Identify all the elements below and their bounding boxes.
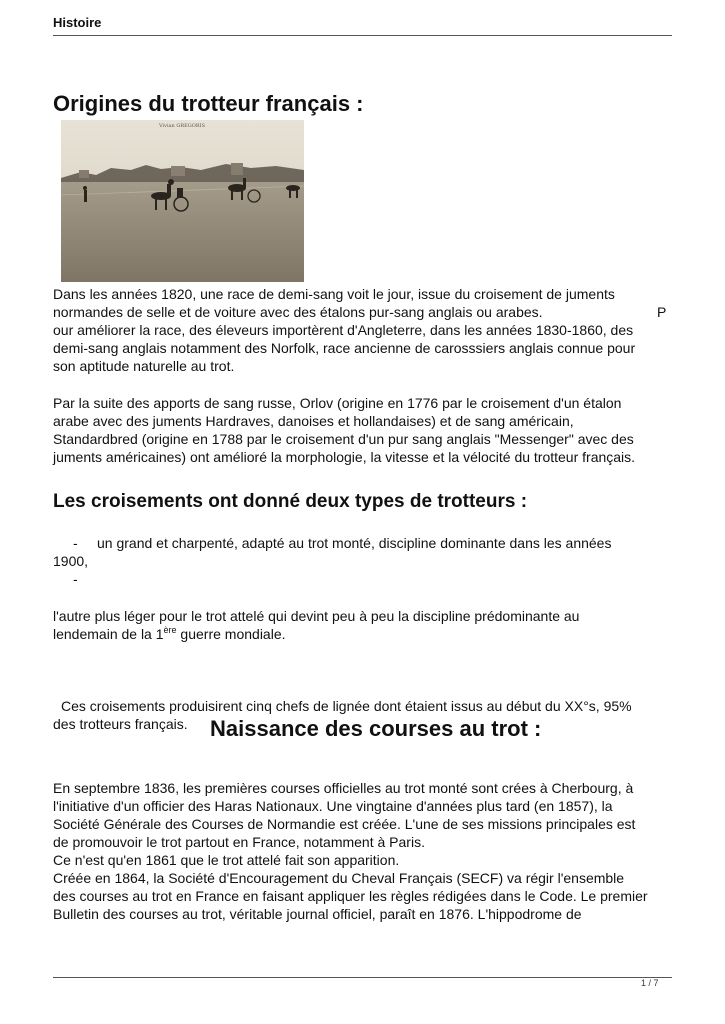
header-divider — [53, 35, 672, 36]
text-fragment: guerre mondiale. — [176, 626, 286, 642]
text-line: Société Générale des Courses de Normandie est créée. L'une de ses missions principales est — [53, 816, 636, 832]
bullet-text-wrap: 1900, — [53, 553, 89, 569]
photo-caption: Vivian GREGORIS — [159, 123, 206, 129]
text-line: our améliorer la race, des éleveurs importèrent d'Angleterre, dans les années 1830-1860, des — [53, 322, 634, 338]
text-line: demi-sang anglais notamment des Norfolk, race ancienne de carosssiers anglais connue pour — [53, 340, 636, 356]
paragraph-chefs-lignee: Ces croisements produisirent cinq chefs de lignée dont étaient issus au début du XX°s, 95% — [61, 698, 632, 714]
paragraph-origines-1 — [53, 285, 673, 375]
bullet-text: un grand et charpenté, adapté au trot monté, discipline dominante dans les années — [97, 535, 612, 551]
paragraph-trot-attele — [53, 607, 673, 643]
text-line: Bulletin des courses au trot, véritable journal officiel, paraît en 1876. L'hippodrome de — [53, 906, 582, 922]
bullet-dash: - — [73, 571, 78, 587]
text-line: des courses au trot en France en faisant appliquer les règles rédigées dans le Code. Le premier — [53, 888, 648, 904]
superscript: ère — [163, 625, 177, 635]
heading-naissance-courses: Naissance des courses au trot : — [210, 716, 542, 741]
text-line: Par la suite des apports de sang russe, Orlov (origine en 1776 par le croisement d'un étalon — [53, 395, 622, 411]
text-line: l'autre plus léger pour le trot attelé qui devint peu à peu la discipline prédominante au — [53, 608, 580, 624]
text-line: Créée en 1864, la Société d'Encouragement du Cheval Français (SECF) va régir l'ensemble — [53, 870, 625, 886]
text-line: arabe avec des juments Hardraves, danoises et hollandaises) et de sang américain, — [53, 413, 574, 429]
text-fragment: lendemain de la 1 — [53, 626, 164, 642]
paragraph-chefs-lignee-end: des trotteurs français. — [53, 716, 188, 732]
text-line: juments américaines) ont amélioré la morphologie, la vitesse et la vélocité du trotteur français. — [53, 449, 636, 465]
harness-racing-photo — [61, 120, 304, 282]
text-line: normandes de selle et de voiture avec des étalons pur-sang anglais ou arabes. — [53, 304, 543, 320]
bullet-dash: - — [73, 535, 78, 551]
text-line: Standardbred (origine en 1788 par le croisement d'un pur sang anglais "Messenger" avec des — [53, 431, 634, 447]
text-line: Dans les années 1820, une race de demi-sang voit le jour, issue du croisement de juments — [53, 286, 615, 302]
text-line: de promouvoir le trot partout en France, notamment à Paris. — [53, 834, 425, 850]
header-title: Histoire — [53, 15, 102, 30]
text-line: l'initiative d'un officier des Haras Nationaux. Une vingtaine d'années plus tard (en 1857), la — [53, 798, 613, 814]
text-line: son aptitude naturelle au trot. — [53, 358, 235, 374]
text-line: En septembre 1836, les premières courses officielles au trot monté sont crées à Cherbourg, à — [53, 780, 634, 796]
page-number: 1 / 7 — [641, 978, 659, 988]
text-fragment: P — [657, 304, 667, 320]
heading-croisements: Les croisements ont donné deux types de trotteurs : — [53, 491, 528, 512]
text-line: Ce n'est qu'en 1861 que le trot attelé fait son apparition. — [53, 852, 400, 868]
paragraph-origines-2 — [53, 394, 673, 466]
paragraph-courses — [53, 779, 673, 923]
footer-divider — [53, 977, 672, 978]
heading-origines: Origines du trotteur français : — [53, 91, 364, 116]
